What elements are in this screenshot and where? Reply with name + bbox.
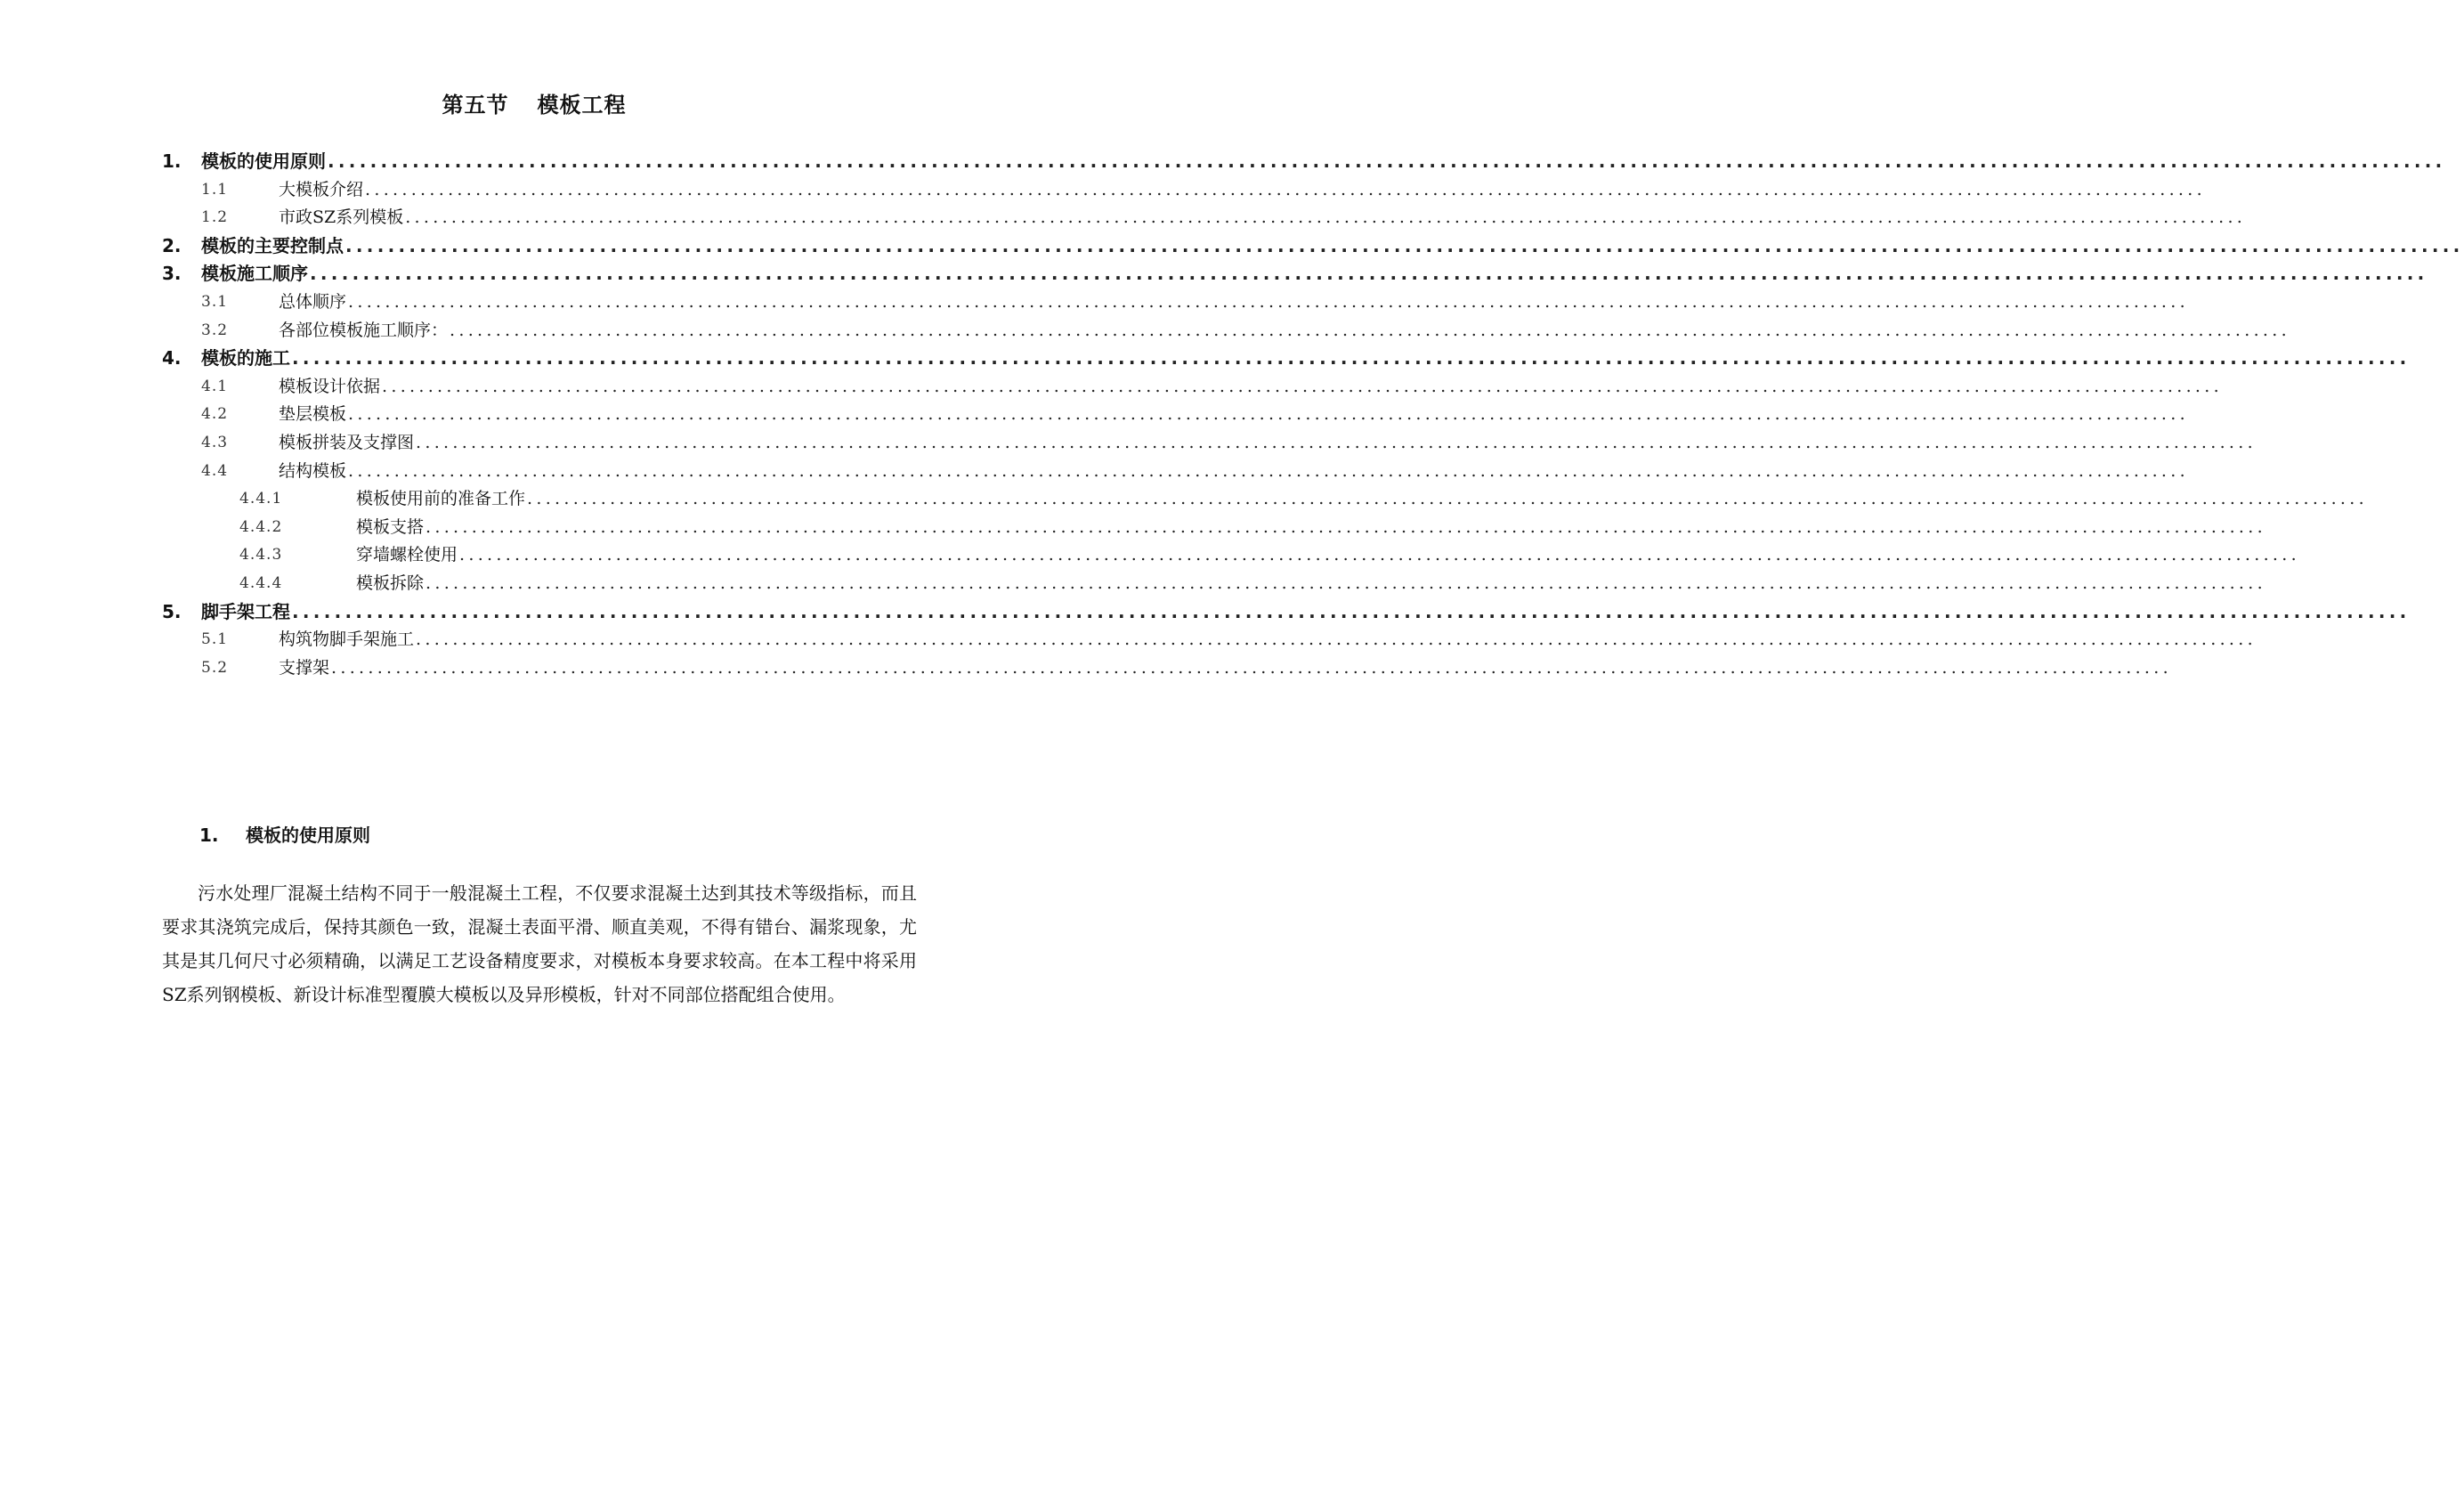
toc-entry[interactable] xyxy=(162,317,2290,345)
body-paragraph: 污水处理厂混凝土结构不同于一般混凝土工程，不仅要求混凝土达到其技术等级指标，而且要求其浇筑完成后，保持其颜色一致，混凝土表面平滑、顺直美观，不得有错台、漏浆现象，尤其是其几何尺寸必须精确，以满足工艺设备精度要求，对模板本身要求较高。在本工程中将采用SZ系列钢模板、新设计标准型覆膜大模板以及异形模板，针对不同部位搭配组合使用。 xyxy=(162,882,917,1005)
section-label: 第五节 xyxy=(442,93,509,118)
toc-entry-number: 5. xyxy=(162,600,182,622)
toc-entry[interactable] xyxy=(162,204,2247,232)
toc-entry-title: 穿墙螺栓使用 xyxy=(356,541,459,570)
toc-entry-number: 4.4.1 xyxy=(239,490,283,508)
toc-dot-leader: ........................................................................................................................................................................................................ xyxy=(405,207,2247,228)
toc-dot-leader: ........................................................................................................................................................................................................ xyxy=(292,600,2411,622)
toc-dot-leader: ........................................................................................................................................................................................................ xyxy=(382,376,2223,396)
toc-dot-leader: ........................................................................................................................................................................................................ xyxy=(365,179,2206,199)
toc-entry[interactable] xyxy=(162,654,2172,683)
toc-entry[interactable] xyxy=(162,626,2257,654)
toc-entry-number: 1.2 xyxy=(201,208,229,227)
toc-dot-leader: ........................................................................................................................................................................................................ xyxy=(345,234,2464,256)
toc-entry-number: 4.3 xyxy=(201,433,229,451)
toc-entry-number: 1.1 xyxy=(201,180,229,199)
toc-dot-leader: ........................................................................................................................................................................................................ xyxy=(310,263,2428,285)
toc-entry[interactable] xyxy=(162,373,2223,402)
toc-dot-leader: ........................................................................................................................................................................................................ xyxy=(450,320,2290,340)
toc-entry-title: 模板拼装及支撑图 xyxy=(279,429,416,458)
toc-entry[interactable] xyxy=(162,345,2411,373)
toc-entry-title: 模板拆除 xyxy=(356,570,426,598)
section-heading xyxy=(199,821,370,847)
toc-entry[interactable] xyxy=(162,570,2266,598)
toc-dot-leader: ........................................................................................................................................................................................................ xyxy=(527,489,2368,509)
toc-entry-number: 3. xyxy=(162,263,182,285)
toc-dot-leader: ........................................................................................................................................................................................................ xyxy=(459,545,2300,565)
toc-entry-title: 模板的主要控制点 xyxy=(201,232,345,261)
table-of-contents xyxy=(162,148,2464,682)
toc-entry-title: 垫层模板 xyxy=(279,401,348,429)
toc-entry-title: 总体顺序 xyxy=(279,288,348,317)
toc-entry-title: 结构模板 xyxy=(279,458,348,486)
toc-dot-leader: ........................................................................................................................................................................................................ xyxy=(416,432,2257,452)
toc-entry-title: 模板的施工 xyxy=(201,345,292,373)
page-title xyxy=(0,87,1068,118)
toc-dot-leader: ........................................................................................................................................................................................................ xyxy=(348,404,2189,425)
toc-entry[interactable] xyxy=(162,148,2446,176)
toc-entry-title: 模板支搭 xyxy=(356,514,426,542)
toc-entry[interactable] xyxy=(162,401,2189,429)
toc-dot-leader: ........................................................................................................................................................................................................ xyxy=(426,573,2266,593)
toc-dot-leader: ........................................................................................................................................................................................................ xyxy=(331,657,2172,678)
toc-entry-number: 4.1 xyxy=(201,377,229,395)
section-heading-text: 模板的使用原则 xyxy=(246,825,370,846)
toc-entry-title: 构筑物脚手架施工 xyxy=(279,626,416,654)
toc-entry-title: 模板的使用原则 xyxy=(201,148,328,176)
toc-entry-number: 5.1 xyxy=(201,630,229,649)
toc-dot-leader: ........................................................................................................................................................................................................ xyxy=(292,347,2411,370)
section-name: 模板工程 xyxy=(537,93,627,118)
toc-entry[interactable] xyxy=(162,598,2411,627)
toc-entry-number: 4.4 xyxy=(201,461,229,480)
toc-entry-number: 4.4.2 xyxy=(239,517,283,536)
toc-entry-number: 3.2 xyxy=(201,321,229,339)
toc-entry-title: 市政SZ系列模板 xyxy=(279,204,405,232)
toc-entry-number: 2. xyxy=(162,234,182,256)
toc-entry-number: 3.1 xyxy=(201,292,229,311)
toc-entry-title: 脚手架工程 xyxy=(201,598,292,627)
toc-entry-title: 模板施工顺序 xyxy=(201,260,310,288)
toc-entry[interactable] xyxy=(162,260,2428,288)
toc-entry-title: 模板设计依据 xyxy=(279,373,382,402)
toc-dot-leader: ........................................................................................................................................................................................................ xyxy=(426,516,2266,537)
toc-dot-leader: ........................................................................................................................................................................................................ xyxy=(348,460,2189,481)
toc-entry-number: 4. xyxy=(162,347,182,370)
toc-dot-leader: ........................................................................................................................................................................................................ xyxy=(416,630,2257,650)
toc-dot-leader: ........................................................................................................................................................................................................ xyxy=(348,291,2189,312)
toc-entry-number: 1. xyxy=(162,150,182,172)
toc-entry[interactable] xyxy=(162,514,2266,542)
section-heading-number: 1. xyxy=(199,825,219,846)
toc-entry[interactable] xyxy=(162,541,2300,570)
toc-entry-number: 4.4.4 xyxy=(239,573,283,592)
toc-entry[interactable] xyxy=(162,232,2464,261)
toc-entry-title: 大模板介绍 xyxy=(279,176,365,205)
toc-dot-leader: ........................................................................................................................................................................................................ xyxy=(328,150,2446,172)
toc-entry-title: 各部位模板施工顺序： xyxy=(279,317,450,345)
toc-entry[interactable] xyxy=(162,288,2189,317)
toc-entry-title: 支撑架 xyxy=(279,654,331,683)
toc-entry[interactable] xyxy=(162,429,2257,458)
toc-entry[interactable] xyxy=(162,485,2368,514)
toc-entry[interactable] xyxy=(162,176,2206,205)
toc-entry-title: 模板使用前的准备工作 xyxy=(356,485,527,514)
toc-entry-number: 4.2 xyxy=(201,405,229,424)
toc-entry[interactable] xyxy=(162,458,2189,486)
toc-entry-number: 5.2 xyxy=(201,658,229,677)
toc-entry-number: 4.4.3 xyxy=(239,546,283,565)
